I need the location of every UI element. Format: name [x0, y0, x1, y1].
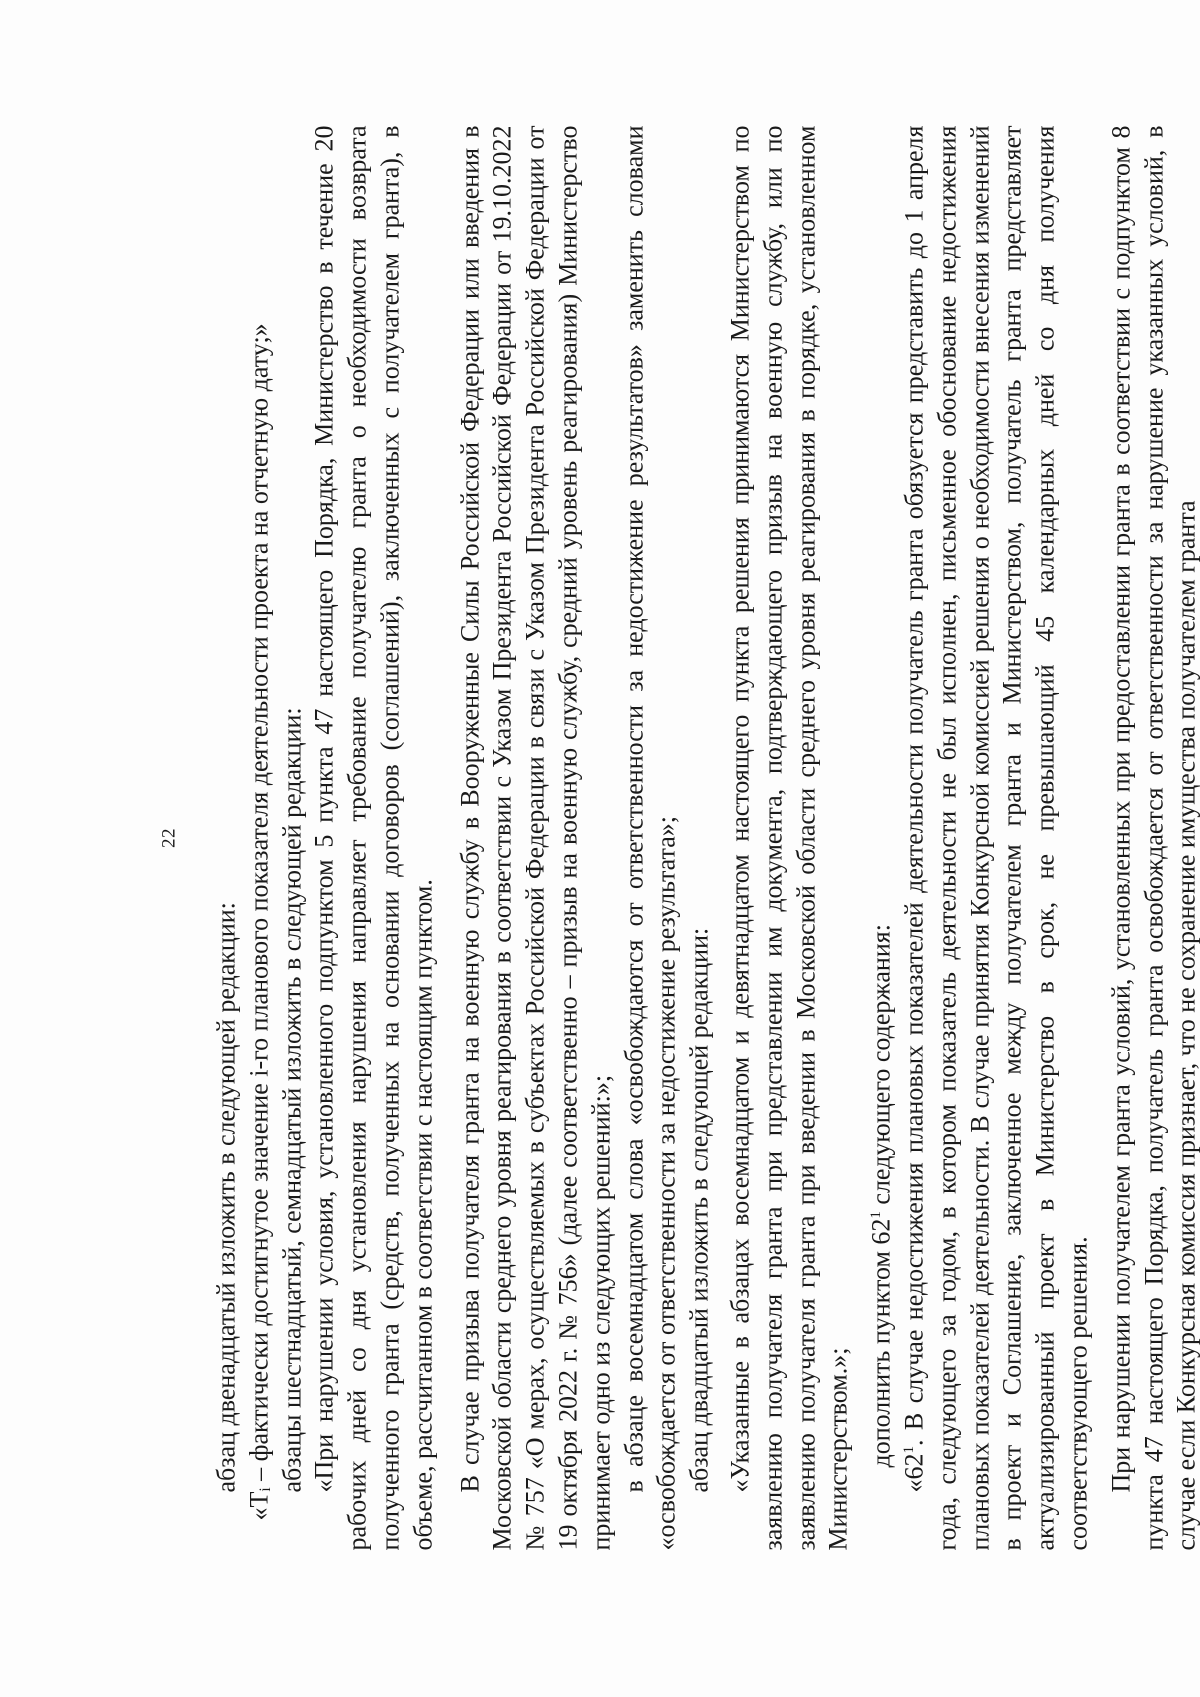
paragraph — [898, 126, 1095, 1551]
paragraph-text: следующего содержания: — [866, 924, 896, 1212]
paragraph-text: . В случае недостижения плановых показателей деятельности получатель гранта обязуется представить до 1 апреля года, следующего за годом, в котором показатель деятельности не был исполнен, письменное обоснование недостижения плановых показателей деятельности. В случае принятия Конкурсной комиссией решения о необходимости внесения изменений в проект и Соглашение, заключенное между получателем гранта и Министерством, получатель гранта представляет актуализированный проект в Министерство в срок, не превышающий 45 календарных дней со дня получения соответствующего решения. — [898, 125, 1092, 1551]
paragraph-text: дополнить пунктом 62 — [866, 1218, 896, 1468]
paragraph: абзац двадцатый изложить в следующей редакции: — [684, 927, 714, 1493]
page-number: 22 — [158, 828, 179, 848]
paragraph: При нарушении получателем гранта условий, установленных при предоставлении гранта в соответствии с подпунктом 8 пункта 47 настоящего Порядка, получатель гранта освобождается от ответственности за нарушение указанных условий, в случае если Конкурсная комиссия признает, что не сохранение имущества получателем гранта — [1105, 125, 1200, 1551]
document-body — [210, 126, 1200, 1551]
paragraph-text: «62 — [898, 1453, 928, 1493]
paragraph: «При нарушении условия, установленного подпунктом 5 пункта 47 настоящего Порядка, Министерство в течение 20 рабочих дней со дня установления нарушения направляет требование получателю гранта о необходимости возврата полученного гранта (средств, полученных на основании договоров (соглашений), заключенных с получателем гранта), в объеме, рассчитанном в соответствии с настоящим пунктом. — [309, 125, 437, 1551]
rotated-text-block — [150, 125, 1200, 1551]
superscript: 1 — [867, 1211, 884, 1219]
paragraph: в абзаце восемнадцатом слова «освобождаются от ответственности за недостижение результатов» заменить словами «освобождается от ответственности за недостижение результата»; — [618, 125, 681, 1551]
paragraph: абзац двенадцатый изложить в следующей редакции: — [211, 902, 240, 1493]
superscript: 1 — [900, 1446, 917, 1454]
paragraph: В случае призыва получателя гранта на военную службу в Вооруженные Силы Российской Федерации или введения в Московской области среднего уровня реагирования в соответствии с Указом Президента Российской Федерации от 19.10.2022 № 757 «О мерах, осуществляемых в субъектах Российской Федерации в связи с Указом Президента Российской Федерации от 19 октября 2022 г. № 756» (далее соответственно – призыв на военную службу, средний уровень реагирования) Министерство принимает одно из следующих решений:»; — [454, 125, 615, 1551]
paragraph: «Tᵢ – фактически достигнутое значение i-го планового показателя деятельности проекта на отчетную дату;» — [243, 323, 273, 1521]
paragraph — [865, 126, 898, 1551]
paragraph: «Указанные в абзацах восемнадцатом и девятнадцатом настоящего пункта решения принимаются Министерством по заявлению получателя гранта при представлении им документа, подтверждающего призыв на военную службу, или по заявлению получателя гранта при введении в Московской области среднего уровня реагирования в порядке, установленном Министерством.»; — [724, 125, 853, 1551]
paragraph: абзацы шестнадцатый, семнадцатый изложить в следующей редакции: — [276, 707, 306, 1493]
